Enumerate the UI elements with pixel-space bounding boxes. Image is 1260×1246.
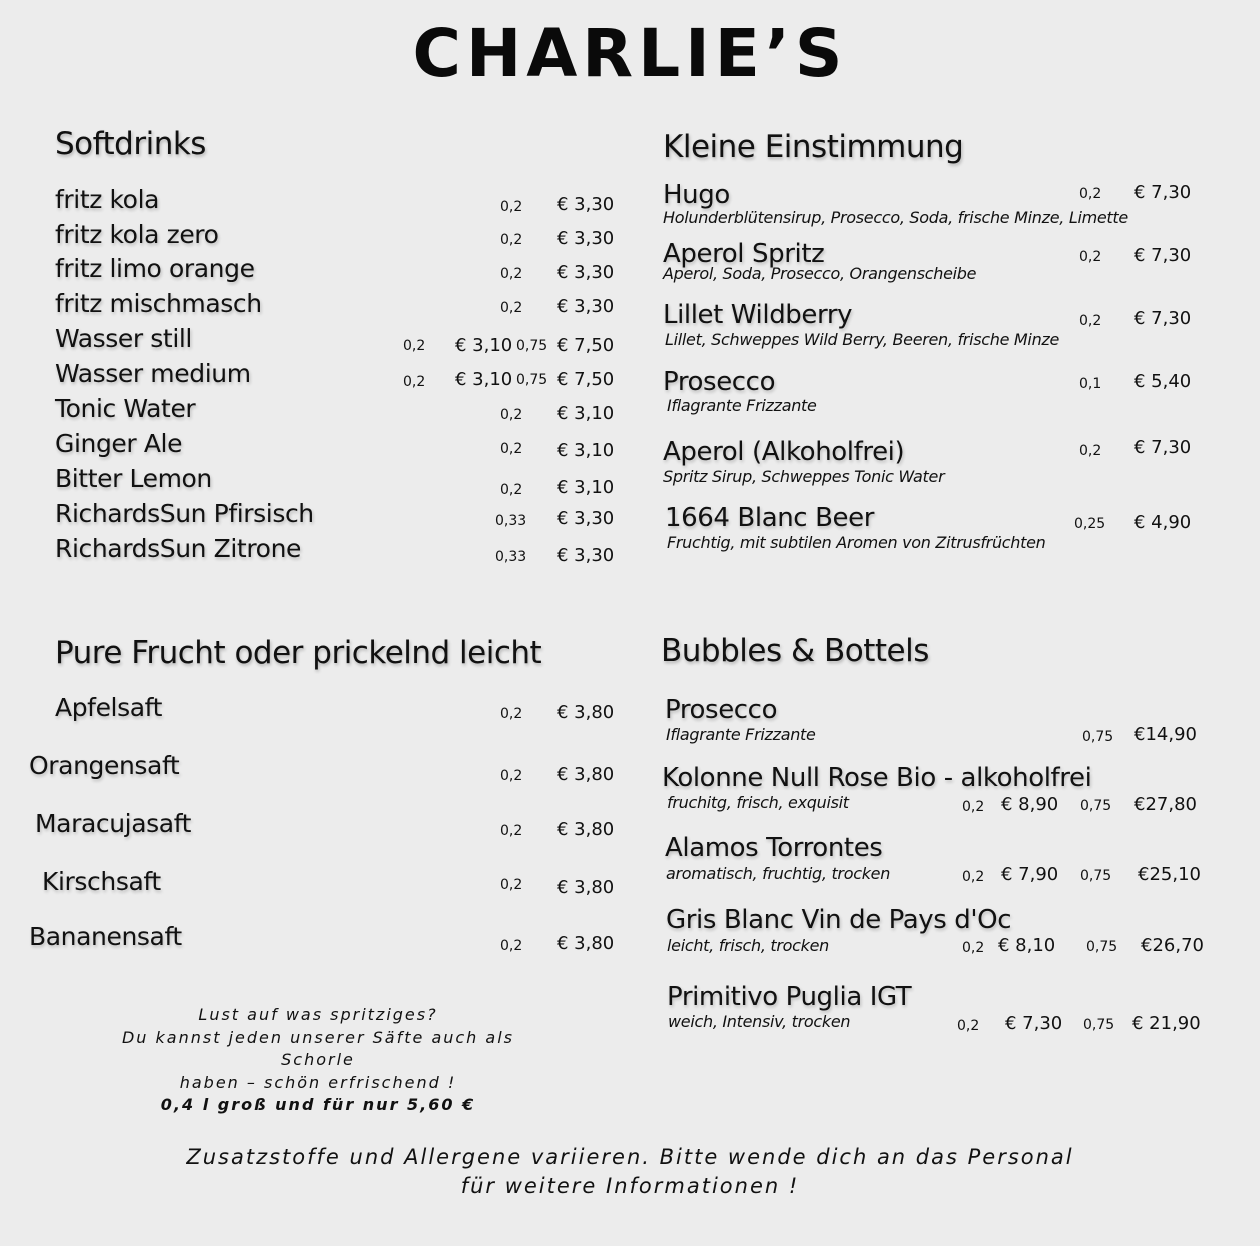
- item-volume-large: 0,75: [516, 338, 548, 354]
- item-volume: 0,33: [495, 549, 527, 565]
- note-line: Lust auf was spritziges?: [198, 1005, 438, 1024]
- item-price: € 3,10: [455, 335, 513, 356]
- item-name: Tonic Water: [55, 394, 196, 423]
- item-volume: 0,2: [962, 869, 985, 885]
- note-line: Du kannst jeden unserer Säfte auch als Schorle: [121, 1027, 514, 1069]
- item-volume: 0,2: [403, 338, 426, 354]
- item-volume: 0,2: [1079, 249, 1102, 265]
- item-price: € 3,80: [557, 877, 615, 898]
- item-volume-large: 0,75: [1083, 1017, 1115, 1033]
- item-price: € 8,90: [1001, 794, 1059, 815]
- item-description: leicht, frisch, trocken: [667, 936, 830, 955]
- logo: CHARLIE’S: [412, 15, 848, 92]
- section-title: Pure Frucht oder prickelnd leicht: [55, 635, 542, 671]
- item-description: Fruchtig, mit subtilen Aromen von Zitrusfrüchten: [667, 533, 1046, 552]
- item-price: € 7,30: [1134, 437, 1192, 458]
- item-name: Gris Blanc Vin de Pays d'Oc: [666, 905, 1012, 935]
- item-description: Spritz Sirup, Schweppes Tonic Water: [663, 467, 945, 486]
- item-name: Wasser medium: [55, 359, 251, 388]
- item-name: Bitter Lemon: [55, 464, 212, 493]
- item-name: Ginger Ale: [55, 429, 183, 458]
- item-name: Aperol (Alkoholfrei): [663, 437, 905, 467]
- allergen-notice: [0, 1143, 1260, 1201]
- item-price: € 7,30: [1005, 1013, 1063, 1034]
- item-price-large: €25,10: [1138, 864, 1201, 885]
- item-name: Orangensaft: [29, 751, 180, 780]
- item-volume: 0,2: [500, 706, 523, 722]
- item-price: € 5,40: [1134, 371, 1192, 392]
- item-price: € 3,30: [557, 262, 615, 283]
- section-title: Softdrinks: [55, 126, 206, 162]
- item-volume-large: 0,75: [516, 372, 548, 388]
- item-name: Prosecco: [663, 367, 776, 397]
- item-price: € 3,30: [557, 296, 615, 317]
- item-name: 1664 Blanc Beer: [665, 503, 874, 533]
- item-price-large: €26,70: [1141, 935, 1204, 956]
- item-name: Kirschsaft: [42, 867, 161, 896]
- spritzer-note: [88, 1004, 548, 1117]
- item-name: Aperol Spritz: [663, 239, 825, 269]
- item-price: € 3,30: [557, 228, 615, 249]
- item-volume: 0,2: [500, 441, 523, 457]
- item-volume: 0,2: [500, 877, 523, 893]
- footer-line: Zusatzstoffe und Allergene variieren. Bitte wende dich an das Personal: [186, 1145, 1074, 1169]
- item-description: Lillet, Schweppes Wild Berry, Beeren, frische Minze: [665, 330, 1060, 349]
- item-name: RichardsSun Zitrone: [55, 534, 301, 563]
- item-volume: 0,2: [500, 266, 523, 282]
- item-name: Bananensaft: [29, 922, 182, 951]
- item-price: € 3,80: [557, 819, 615, 840]
- item-volume: 0,2: [500, 199, 523, 215]
- item-price-large: € 7,50: [557, 335, 615, 356]
- item-name: fritz limo orange: [55, 254, 255, 283]
- item-name: Alamos Torrontes: [665, 833, 883, 863]
- item-volume: 0,2: [962, 940, 985, 956]
- item-volume: 0,33: [495, 513, 527, 529]
- item-price: € 3,30: [557, 194, 615, 215]
- item-price: € 3,80: [557, 933, 615, 954]
- item-price: € 7,30: [1134, 182, 1192, 203]
- item-name: Wasser still: [55, 324, 192, 353]
- item-description: fruchitg, frisch, exquisit: [667, 793, 849, 812]
- item-volume-large: 0,75: [1080, 798, 1112, 814]
- item-volume-large: 0,75: [1082, 729, 1114, 745]
- item-price-large: € 7,50: [557, 369, 615, 390]
- item-volume: 0,2: [500, 232, 523, 248]
- item-volume-large: 0,75: [1080, 868, 1112, 884]
- item-price: € 3,10: [557, 477, 615, 498]
- item-name: fritz kola zero: [55, 220, 219, 249]
- item-volume: 0,2: [500, 482, 523, 498]
- item-price: € 3,30: [557, 508, 615, 529]
- item-description: Aperol, Soda, Prosecco, Orangenscheibe: [663, 264, 977, 283]
- item-price: € 8,10: [998, 935, 1056, 956]
- item-price: € 3,10: [557, 403, 615, 424]
- section-title: Bubbles & Bottels: [661, 633, 929, 669]
- item-price: € 7,30: [1134, 245, 1192, 266]
- item-volume: 0,1: [1079, 376, 1102, 392]
- item-name: Hugo: [663, 180, 730, 210]
- item-volume: 0,2: [500, 407, 523, 423]
- item-name: fritz mischmasch: [55, 289, 262, 318]
- item-volume: 0,2: [1079, 313, 1102, 329]
- footer-line: für weitere Informationen !: [460, 1174, 800, 1198]
- item-price: € 7,90: [1001, 864, 1059, 885]
- item-volume: 0,2: [403, 374, 426, 390]
- item-price: € 7,30: [1134, 308, 1192, 329]
- item-name: Primitivo Puglia IGT: [667, 982, 912, 1012]
- item-description: Iflagrante Frizzante: [666, 725, 816, 744]
- item-volume: 0,2: [962, 799, 985, 815]
- item-description: weich, Intensiv, trocken: [668, 1012, 851, 1031]
- item-description: aromatisch, fruchtig, trocken: [666, 864, 891, 883]
- item-price: € 4,90: [1134, 512, 1192, 533]
- item-price: € 3,30: [557, 545, 615, 566]
- item-price: € 3,10: [557, 440, 615, 461]
- item-price: € 3,10: [455, 369, 513, 390]
- item-name: Prosecco: [665, 695, 778, 725]
- item-name: Maracujasaft: [35, 809, 192, 838]
- note-line: haben – schön erfrischend !: [179, 1072, 457, 1092]
- item-name: Kolonne Null Rose Bio - alkoholfrei: [662, 763, 1092, 793]
- item-price: € 3,80: [557, 764, 615, 785]
- item-volume-large: 0,75: [1086, 939, 1118, 955]
- item-price-large: €27,80: [1134, 794, 1197, 815]
- item-volume: 0,2: [500, 938, 523, 954]
- item-volume: 0,2: [500, 768, 523, 784]
- item-volume: 0,2: [500, 823, 523, 839]
- item-volume: 0,25: [1074, 516, 1106, 532]
- section-title: Kleine Einstimmung: [663, 129, 964, 165]
- item-price-large: €14,90: [1134, 724, 1197, 745]
- item-volume: 0,2: [1079, 443, 1102, 459]
- item-description: Iflagrante Frizzante: [667, 396, 817, 415]
- item-name: Lillet Wildberry: [663, 300, 853, 330]
- item-volume: 0,2: [500, 300, 523, 316]
- note-offer: 0,4 l groß und für nur 5,60 €: [160, 1095, 476, 1114]
- item-price-large: € 21,90: [1132, 1013, 1201, 1034]
- item-price: € 3,80: [557, 702, 615, 723]
- item-volume: 0,2: [957, 1018, 980, 1034]
- item-name: Apfelsaft: [55, 693, 163, 722]
- item-description: Holunderblütensirup, Prosecco, Soda, frische Minze, Limette: [663, 208, 1128, 227]
- item-name: fritz kola: [55, 185, 160, 214]
- item-volume: 0,2: [1079, 186, 1102, 202]
- item-name: RichardsSun Pfirsisch: [55, 499, 314, 528]
